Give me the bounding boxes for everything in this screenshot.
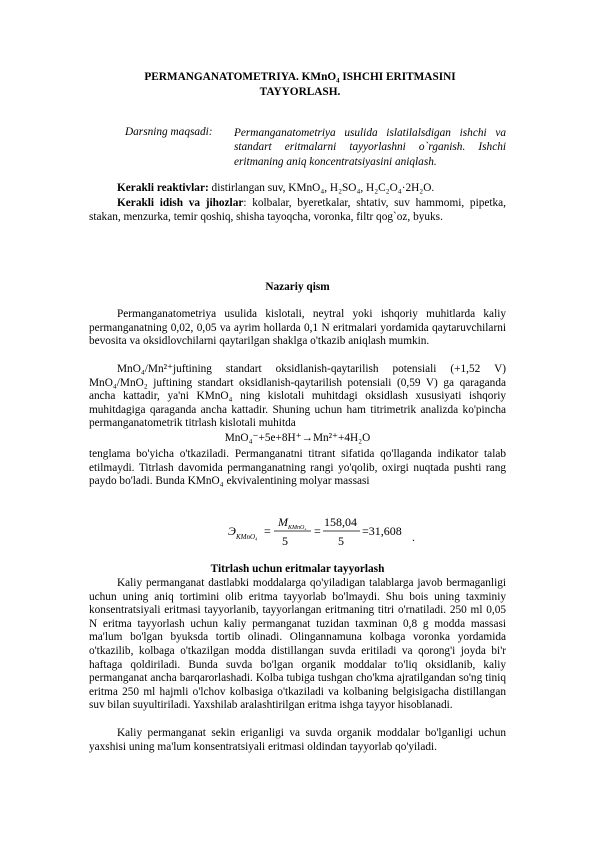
formula-equals: = <box>264 524 271 538</box>
title-line-1: PERMANGANATOMETRIYA. KMnO₄ ISHCHI ERITMASINI <box>144 71 456 83</box>
theory-paragraph-1: Permanganatometriya usulida kislotali, neytral yoki ishqoriy muhitlarda kaliy permanganatning 0,02, 0,05 va ayrim hollarda 0,1 N eritmalari yordamida qaytaruvchilarni bevosita va oksidlovchilarni qaytarilgan shaklga o'tkazib aniqlash mumkin. <box>89 308 506 348</box>
title-line-2: TAYYORLASH. <box>259 86 341 98</box>
reagents-label: Kerakli reaktivlar: <box>117 182 209 194</box>
goal-label: Darsning maqsadi: <box>125 126 213 138</box>
preparation-paragraph-2: Kaliy permanganat sekin eriganligi va suvda organik moddalar bo'lganligi uchun yaxshisi uning ma'lum konsentratsiyali eritmasi oldindan tayyorlab qo'yiladi. <box>89 727 506 753</box>
reagents-text: distirlangan suv, KMnO₄, H₂SO₄, H₂C₂O₄·2H₂O. <box>208 182 435 194</box>
formula-denominator: 5 <box>282 534 288 548</box>
formula-lhs: Э <box>228 524 236 538</box>
formula-numerator-subscript: KMnO₄ <box>288 525 307 531</box>
theory-paragraph-3: tenglama bo'yicha o'tkaziladi. Permanganatni titrant sifatida qo'llaganda indikator talab etilmaydi. Titrlash davomida permanganatning rangi yo'qolib, oxirgi nuqtada pushti rang paydo bo'ladi. Bunda KMnO₄ ekvivalentining molyar massasi <box>89 448 506 488</box>
preparation-paragraph-1: Kaliy permanganat dastlabki moddalarga qo'yiladigan talablarga javob bermaganligi uchun uning aniq tortimini olib eritma tayyorlab bo'lmaydi. Shu bois uning taxminiy konsentratsiyali eritmasi tayyorlanib, tayyorlangan eritmaning titri o'rnatiladi. 250 ml 0,05 N eritma tayyorlash uchun kaliy permanganat tuzidan taxminan 0,8 g modda massasi ma'lum bo'lgan byuksda tortib olinadi. Olingannamuna kolbaga voronka yordamida o'tkazilib, kolbaga o'tkazilgan modda distillangan suvda eritiladi va qorong'i joyda bi'r haftaga qoldiriladi. Bunda suvda bo'lgan organik moddalar to'liq oksidlanib, kaliy permanganat ancha barqarorlashadi. Kolba tubiga tushgan cho'kma ajratilgandan so'ng tiniq eritma 250 ml hajmli o'lchov kolbasiga o'tkaziladi va kolbaning belgisigacha distillangan suv bilan suyultiriladi. Yaxshilab aralashtirilgan eritma ishga tayyor hisoblanadi. <box>89 577 506 712</box>
equipment-text: : kolbalar, byeretkalar, shtativ, suv hammomi, pipetka, stakan, menzurka, temir qoshiq, shisha tayoqcha, voronka, filtr qog`oz, byuks. <box>89 197 506 223</box>
document-title <box>90 70 510 100</box>
equivalent-mass-formula <box>228 512 428 552</box>
formula-numerator-2: 158,04 <box>324 515 357 529</box>
reagents-paragraph <box>89 182 506 196</box>
formula-equals-2: = <box>314 524 321 538</box>
theory-paragraph-2: MnO₄/Mn²⁺juftining standart oksidlanish-qaytarilish potensiali (+1,52 V) MnO₄/MnO₂ juftining standart oksidlanish-qaytarilish potensiali (0,59 V) ga qaraganda ancha kattadir, ya'ni KMnO₄ ning kislotali muhitdagi oksidlash xususiyati ishqoriy muhitdagiga qaraganda ancha kattadir. Shuning uchun ham titrimetrik analizda ko'pincha permanganatometrik titrlash kislotali muhitda <box>89 363 506 430</box>
formula-lhs-subscript: KMnO₄ <box>236 533 258 541</box>
formula-numerator: M <box>278 515 288 529</box>
equipment-label: Kerakli idish va jihozlar <box>117 197 244 209</box>
goal-text: Permanganatometriya usulida islatilalsdigan ishchi va standart eritmalarni tayyorlashni o`rganish. Ishchi eritmaning aniq koncentratsiyasini aniqlash. <box>234 127 506 168</box>
formula-result: =31,608 <box>362 524 402 538</box>
preparation-heading: Titrlash uchun eritmalar tayyorlash <box>210 563 385 575</box>
theory-heading: Nazariy qism <box>265 281 330 293</box>
reaction-equation: MnO₄⁻+5e+8H⁺→Mn²⁺+4H₂O <box>224 432 371 444</box>
formula-denominator-2: 5 <box>338 534 344 548</box>
equipment-paragraph <box>89 197 506 224</box>
formula-end: . <box>412 530 415 544</box>
